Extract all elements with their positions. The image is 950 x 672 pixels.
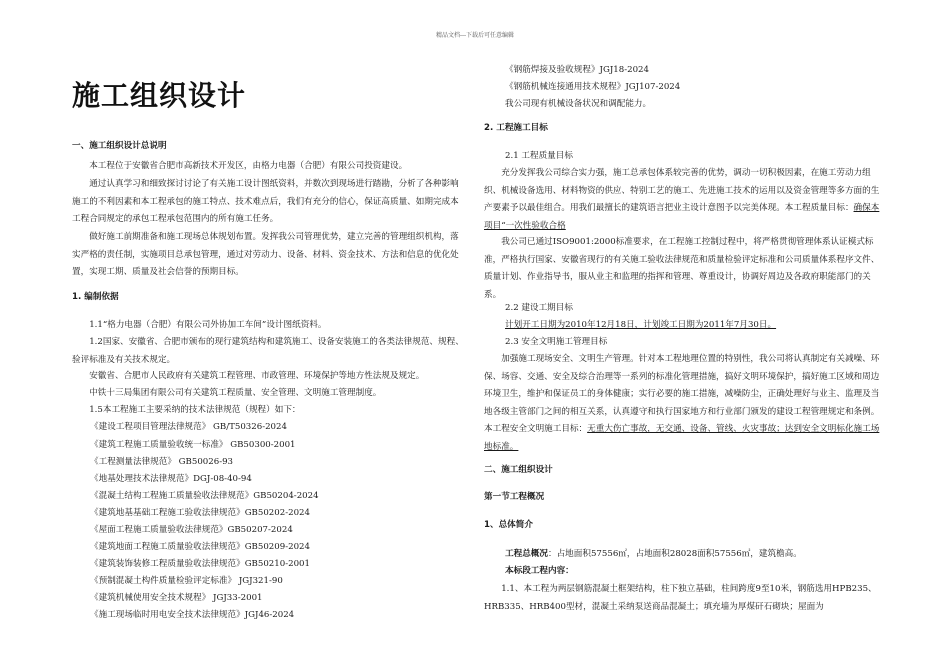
standard-item: 《工程测量法律规范》 GB50026-93 (90, 457, 234, 467)
quality-goal-statement: 确保本项目“一次性验收合格 (484, 203, 880, 231)
standard-item: 《施工现场临时用电安全技术法律规范》JGJ46-2024 (90, 610, 295, 620)
standard-item: 《钢筋焊接及验收规程》JGJ18-2024 (505, 65, 649, 75)
standard-item: 《混凝土结构工程施工质量验收法律规范》GB50204-2024 (90, 491, 319, 501)
quality-goal-heading: 2.1 工程质量目标 (505, 151, 573, 161)
section-basis-heading: 1. 编制依据 (72, 292, 119, 302)
section-1-para-1: 本工程位于安徽省合肥市高新技术开发区，由格力电器（合肥）有限公司投资建设。 (89, 161, 408, 171)
standard-item: 《建设工程项目管理法律规范》 GB/T50326-2024 (90, 422, 287, 432)
standard-item: 《建筑工程施工质量验收统一标准》 GB50300-2001 (90, 440, 296, 450)
standard-item: 《地基处理技术法律规范》DGJ-08-40-94 (90, 474, 252, 484)
schedule-goal-heading: 2.2 建设工期目标 (505, 303, 573, 313)
section-1-para-3: 做好施工前期准备和施工现场总体规划布置。发挥我公司管理优势，建立完善的管理组织机构，落实严格的责任制，实施项目总承包管理，通过对劳动力、设备、材料、资金技术、方法和信息的优化处置，实现工期、质量及社会信誉的预期目标。 (72, 232, 459, 277)
standard-item: 《建筑地基基础工程施工验收法律规范》GB50202-2024 (90, 508, 310, 518)
scope-para: 1.1、本工程为两层钢筋混凝土框架结构，柱下独立基础，柱间跨度9至10米，钢筋选用HPB235、HRB335、HRB400型材，混凝土采纳泵送商品混凝土；填充墙为厚煤矸石砌块；屋面为 (484, 584, 877, 612)
basis-para-1: 1.1“格力电器（合肥）有限公司外协加工车间”设计图纸资料。 (89, 320, 327, 330)
safety-goal-statement: 无重大伤亡事故，无交通、设备、管线、火灾事故；达到安全文明标化施工场地标准。 (484, 424, 880, 452)
section-goals-heading: 2. 工程施工目标 (484, 123, 548, 133)
section-2-heading: 二、施工组织设计 (484, 465, 553, 475)
basis-para-4: 中铁十三局集团有限公司有关建筑工程质量、安全管理、文明施工管理制度。 (89, 388, 382, 398)
chapter-1-heading: 第一节工程概况 (484, 492, 545, 502)
basis-para-2: 1.2国家、安徽省、合肥市颁布的现行建筑结构和建筑施工、设备安装施工的各类法律规范、规程、验评标准及有关技术规定。 (72, 337, 464, 365)
standard-item: 《建筑地面工程施工质量验收法律规范》GB50209-2024 (90, 542, 310, 552)
section-1-heading: 一、施工组织设计总说明 (72, 141, 167, 151)
basis-para-3: 安徽省、合肥市人民政府有关建筑工程管理、市政管理、环境保护等地方性法规及规定。 (89, 371, 425, 381)
page-header: 精品文档---下载后可任意编辑 (435, 32, 515, 39)
document-title: 施工组织设计 (72, 79, 247, 112)
safety-goal-heading: 2.3 安全文明施工管理目标 (505, 337, 608, 347)
standard-item: 《建筑机械使用安全技术规程》 JGJ33-2001 (90, 593, 263, 603)
standard-item: 《预制混凝土构件质量检验评定标准》 JGJ321-90 (90, 576, 283, 586)
scope-heading: 本标段工程内容： (505, 566, 574, 576)
standard-item: 《建筑装饰装修工程质量验收法律规范》GB50210-2001 (90, 559, 310, 569)
quality-goal-para-2: 我公司已通过ISO9001:2000标准要求，在工程施工控制过程中，将严格贯彻管理体系认证模式标准，严格执行国家、安徽省现行的有关施工验收法律规范和质量检验评定标准和公司质量体系程序文件、质量计划、作业指导书，服从业主和监理的指挥和管理、尊重设计，协调好周边及各政府职能部门的关系。 (484, 237, 880, 300)
section-1-para-2: 通过认真学习和细致探讨讨论了有关施工设计图纸资料，并数次到现场进行踏勘，分析了各种影响施工的不利因素和本工程承包的施工特点、技术难点后，我们有充分的信心，保证高质量、如期完成本工程合同规定的承包工程承包范围内的所有施工任务。 (72, 179, 459, 224)
safety-goal-para: 加强施工现场安全、文明生产管理。针对本工程地理位置的特别性，我公司将认真制定有关减噪、环保、场容、交通、安全及综合治理等一系列的标准化管理措施，搞好文明环境保护，搞好施工区域和周边环境卫生，维护和保证员工的身体健康；实行必要的施工措施，减噪防尘，正确处理好与业主、监理及当地各级主管部门之间的相互关系，认真遵守和执行国家地方和行业部门颁发的建设工程管理规定和条例。本工程安全文明施工目标：无重大伤亡事故，无交通、设备、管线、火灾事故；达到安全文明标化施工场地标准。 (484, 354, 880, 452)
standard-item: 《钢筋机械连接通用技术规程》JGJ107-2024 (505, 82, 681, 92)
project-overview-line: 工程总概况：占地面积57556㎡，占地面积28028面积57556㎡，建筑檐高。 (505, 549, 802, 559)
schedule-goal-statement: 计划开工日期为2010年12月18日，计划竣工日期为2011年7月30日。 (505, 320, 777, 330)
standard-item: 《屋面工程施工质量验收法律规范》GB50207-2024 (90, 525, 293, 535)
machinery-capacity-line: 我公司现有机械设备状况和调配能力。 (505, 99, 652, 109)
quality-goal-para-1: 充分发挥我公司综合实力强，施工总承包体系较完善的优势，调动一切积极因素，在施工劳动力组织、机械设备选用、材料物资的供应、特别工艺的施工、先进施工技术的运用以及资金管理等多方面的生产要素予以最佳组合。用我们最擅长的建筑语言把业主设计意图予以完美体现。本工程质量目标：确保本项目“一次性验收合格 (484, 168, 880, 231)
basis-para-5: 1.5本工程施工主要采纳的技术法律规范（规程）如下： (89, 405, 301, 415)
overview-heading: 1、总体简介 (484, 520, 533, 530)
